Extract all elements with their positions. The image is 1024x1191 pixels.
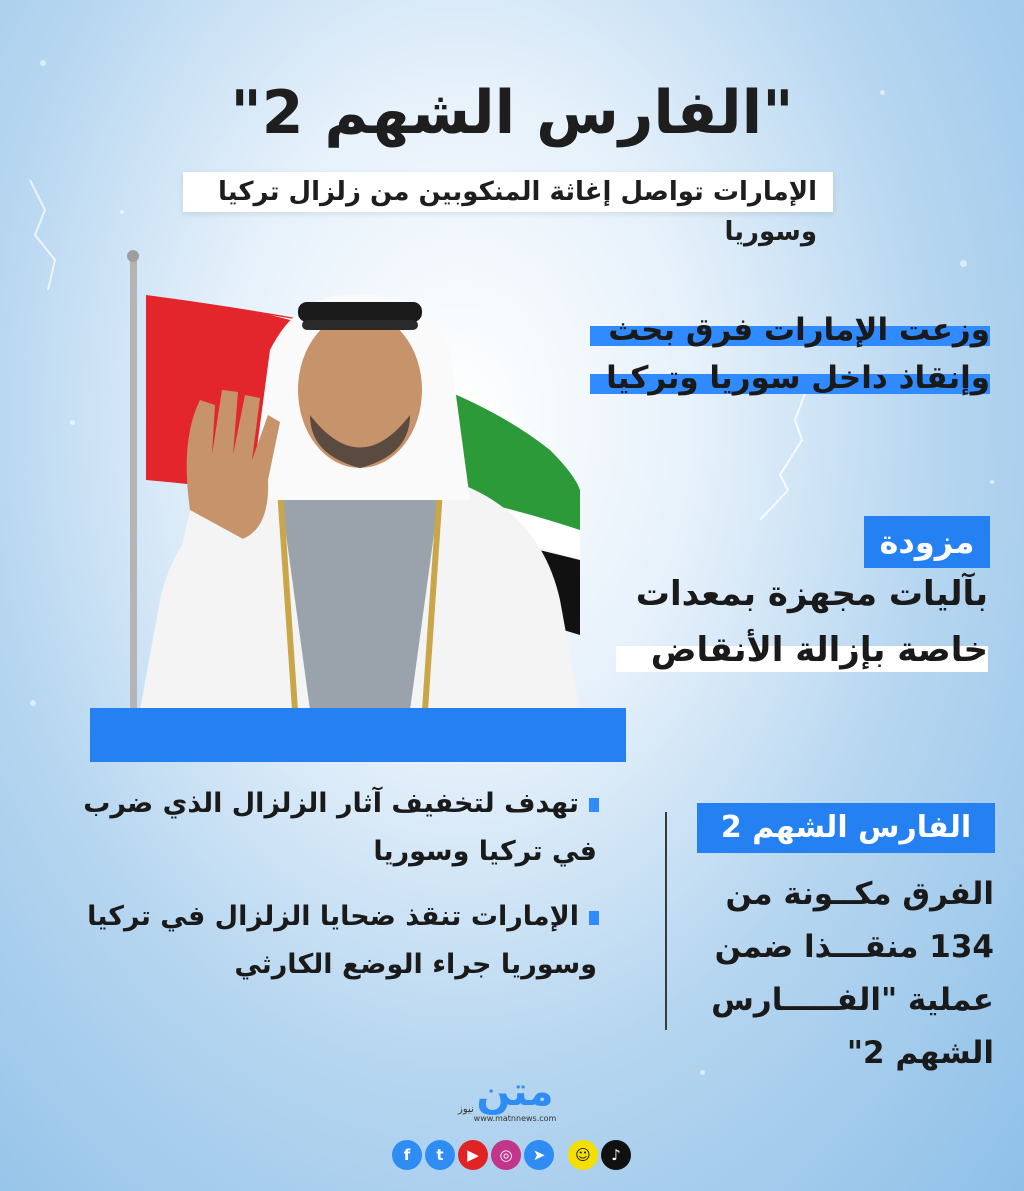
bullet-1-line-2: في تركيا وسوريا: [373, 836, 597, 867]
highlight-line-2: وإنقاذ داخل سوريا وتركيا: [606, 360, 990, 396]
logo-text: متن: [476, 1069, 554, 1115]
telegram-icon[interactable]: ➤: [524, 1140, 554, 1170]
operation-line-3: عملية "الفـــــارس: [711, 982, 994, 1018]
bullet-1-line-1: تهدف لتخفيف آثار الزلزال الذي ضرب: [83, 788, 579, 819]
subtitle: الإمارات تواصل إغاثة المنكوبين من زلزال تركيا وسوريا: [183, 172, 833, 212]
instagram-icon[interactable]: ◎: [491, 1140, 521, 1170]
divider: [665, 812, 667, 1030]
operation-line-1: الفرق مكــونة من: [725, 876, 994, 912]
operation-text: [674, 868, 994, 1080]
bullet-item-2: [79, 893, 599, 989]
bullet-marker-icon: [589, 798, 599, 812]
tiktok-icon[interactable]: ♪: [601, 1140, 631, 1170]
bullet-item-1: [79, 780, 599, 876]
photo-caption-band: [90, 708, 626, 762]
bullet-marker-icon: [589, 911, 599, 925]
highlight-line-1: وزعت الإمارات فرق بحث: [608, 312, 990, 348]
operation-line-2: 134 منقـــذا ضمن: [714, 929, 994, 965]
logo-url: www.matnnews.com: [473, 1114, 557, 1123]
logo-sub: نيوز: [458, 1104, 474, 1115]
operation-label: الفارس الشهم 2: [697, 803, 995, 853]
facebook-icon[interactable]: f: [392, 1140, 422, 1170]
brand-logo: [450, 1070, 580, 1130]
bullet-2-line-1: الإمارات تنقذ ضحايا الزلزال في تركيا: [87, 901, 579, 932]
bullet-2-line-2: وسوريا جراء الوضع الكارثي: [234, 949, 597, 980]
page-title: "الفارس الشهم 2": [230, 78, 794, 148]
youtube-icon[interactable]: ▶: [458, 1140, 488, 1170]
operation-line-4: الشهم 2": [846, 1035, 994, 1071]
twitter-icon[interactable]: t: [425, 1140, 455, 1170]
equipped-line-2: خاصة بإزالة الأنقاض: [650, 630, 988, 670]
leader-photo: [120, 240, 600, 710]
equipped-line-1: بآليات مجهزة بمعدات: [635, 574, 988, 614]
snapchat-icon[interactable]: ☺: [568, 1140, 598, 1170]
equipped-label: مزودة: [864, 516, 990, 568]
